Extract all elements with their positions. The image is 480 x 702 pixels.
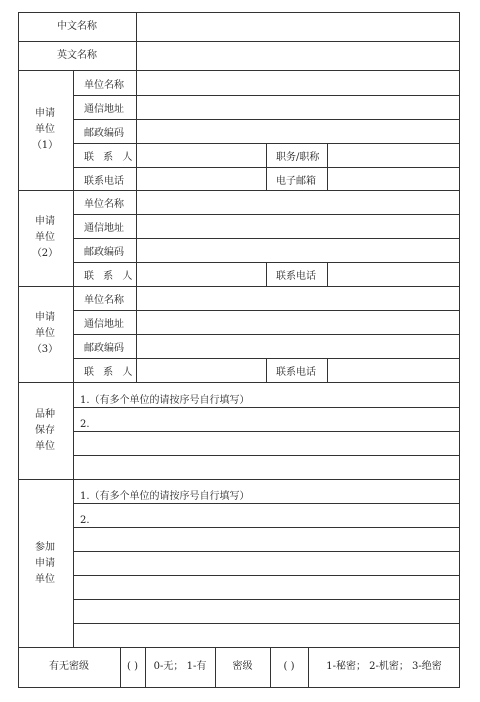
row-divider: [73, 623, 460, 624]
row-divider: [73, 119, 460, 120]
secrecy-level-input[interactable]: ( ): [283, 661, 295, 672]
row-divider: [73, 599, 460, 600]
row-divider: [73, 95, 460, 96]
column-divider: [327, 358, 328, 382]
contact-label: 联 系 人: [84, 367, 133, 378]
phone-label: 联系电话: [84, 176, 124, 187]
row-divider: [73, 334, 460, 335]
row-divider: [73, 575, 460, 576]
preservation-line-2: 2.: [80, 419, 90, 430]
participating-line-1: 1.（有多个单位的请按序号自行填写）: [80, 491, 250, 502]
unit-name-label: 单位名称: [84, 295, 124, 306]
row-divider: [73, 455, 460, 456]
column-divider: [266, 358, 267, 382]
row-divider: [18, 286, 460, 287]
unit-name-label: 单位名称: [84, 80, 124, 91]
title-label: 职务/职称: [276, 152, 320, 163]
row-divider: [73, 407, 460, 408]
column-divider: [327, 262, 328, 286]
phone-label: 联系电话: [276, 367, 316, 378]
contact-label: 联 系 人: [84, 271, 133, 282]
row-divider: [73, 310, 460, 311]
row-divider: [73, 238, 460, 239]
row-divider: [18, 382, 460, 383]
applicant-label-line: （2）: [31, 248, 59, 259]
preservation-line-1: 1.（有多个单位的请按序号自行填写）: [80, 395, 250, 406]
email-label: 电子邮箱: [276, 176, 316, 187]
participating-line-2: 2.: [80, 515, 90, 526]
secrecy-level-options: 1-秘密； 2-机密； 3-绝密: [326, 661, 442, 672]
address-label: 通信地址: [84, 319, 124, 330]
applicant-label-line: 申请: [35, 108, 55, 119]
row-divider: [73, 214, 460, 215]
column-divider: [327, 143, 328, 190]
applicant-label-line: 申请: [35, 216, 55, 227]
address-label: 通信地址: [84, 223, 124, 234]
postcode-label: 邮政编码: [84, 247, 124, 258]
participating-label-line: 参加: [35, 542, 55, 553]
row-divider: [18, 41, 460, 42]
row-divider: [73, 527, 460, 528]
contact-label: 联 系 人: [84, 152, 133, 163]
chinese-name-label: 中文名称: [57, 21, 97, 32]
phone-label: 联系电话: [276, 271, 316, 282]
postcode-label: 邮政编码: [84, 343, 124, 354]
secrecy-options: 0-无； 1-有: [153, 661, 207, 672]
participating-label-line: 单位: [35, 574, 55, 585]
preservation-unit-label: [18, 407, 72, 455]
applicant-1-label: [18, 106, 72, 154]
postcode-label: 邮政编码: [84, 128, 124, 139]
applicant-label-line: 申请: [35, 312, 55, 323]
applicant-label-line: （1）: [31, 140, 59, 151]
preservation-label-line: 品种: [35, 409, 55, 420]
preservation-label-line: 保存: [35, 425, 55, 436]
secrecy-label: 有无密级: [49, 661, 89, 672]
applicant-label-line: （3）: [31, 344, 59, 355]
participating-label-line: 申请: [35, 558, 55, 569]
applicant-2-label: [18, 214, 72, 262]
column-divider: [73, 70, 74, 647]
applicant-label-line: 单位: [35, 328, 55, 339]
row-divider: [18, 479, 460, 480]
preservation-label-line: 单位: [35, 441, 55, 452]
column-divider: [136, 12, 137, 70]
participating-unit-label: [18, 540, 72, 588]
secrecy-level-label: 密级: [232, 661, 253, 672]
unit-name-label: 单位名称: [84, 199, 124, 210]
address-label: 通信地址: [84, 104, 124, 115]
row-divider: [73, 431, 460, 432]
english-name-label: 英文名称: [57, 50, 97, 61]
row-divider: [73, 503, 460, 504]
row-divider: [18, 647, 460, 648]
row-divider: [73, 551, 460, 552]
row-divider: [18, 70, 460, 71]
applicant-label-line: 单位: [35, 124, 55, 135]
row-divider: [18, 190, 460, 191]
column-divider: [266, 143, 267, 190]
column-divider: [266, 262, 267, 286]
column-divider: [136, 70, 137, 382]
applicant-3-label: [18, 310, 72, 358]
applicant-label-line: 单位: [35, 232, 55, 243]
secrecy-input[interactable]: ( ): [127, 661, 138, 672]
